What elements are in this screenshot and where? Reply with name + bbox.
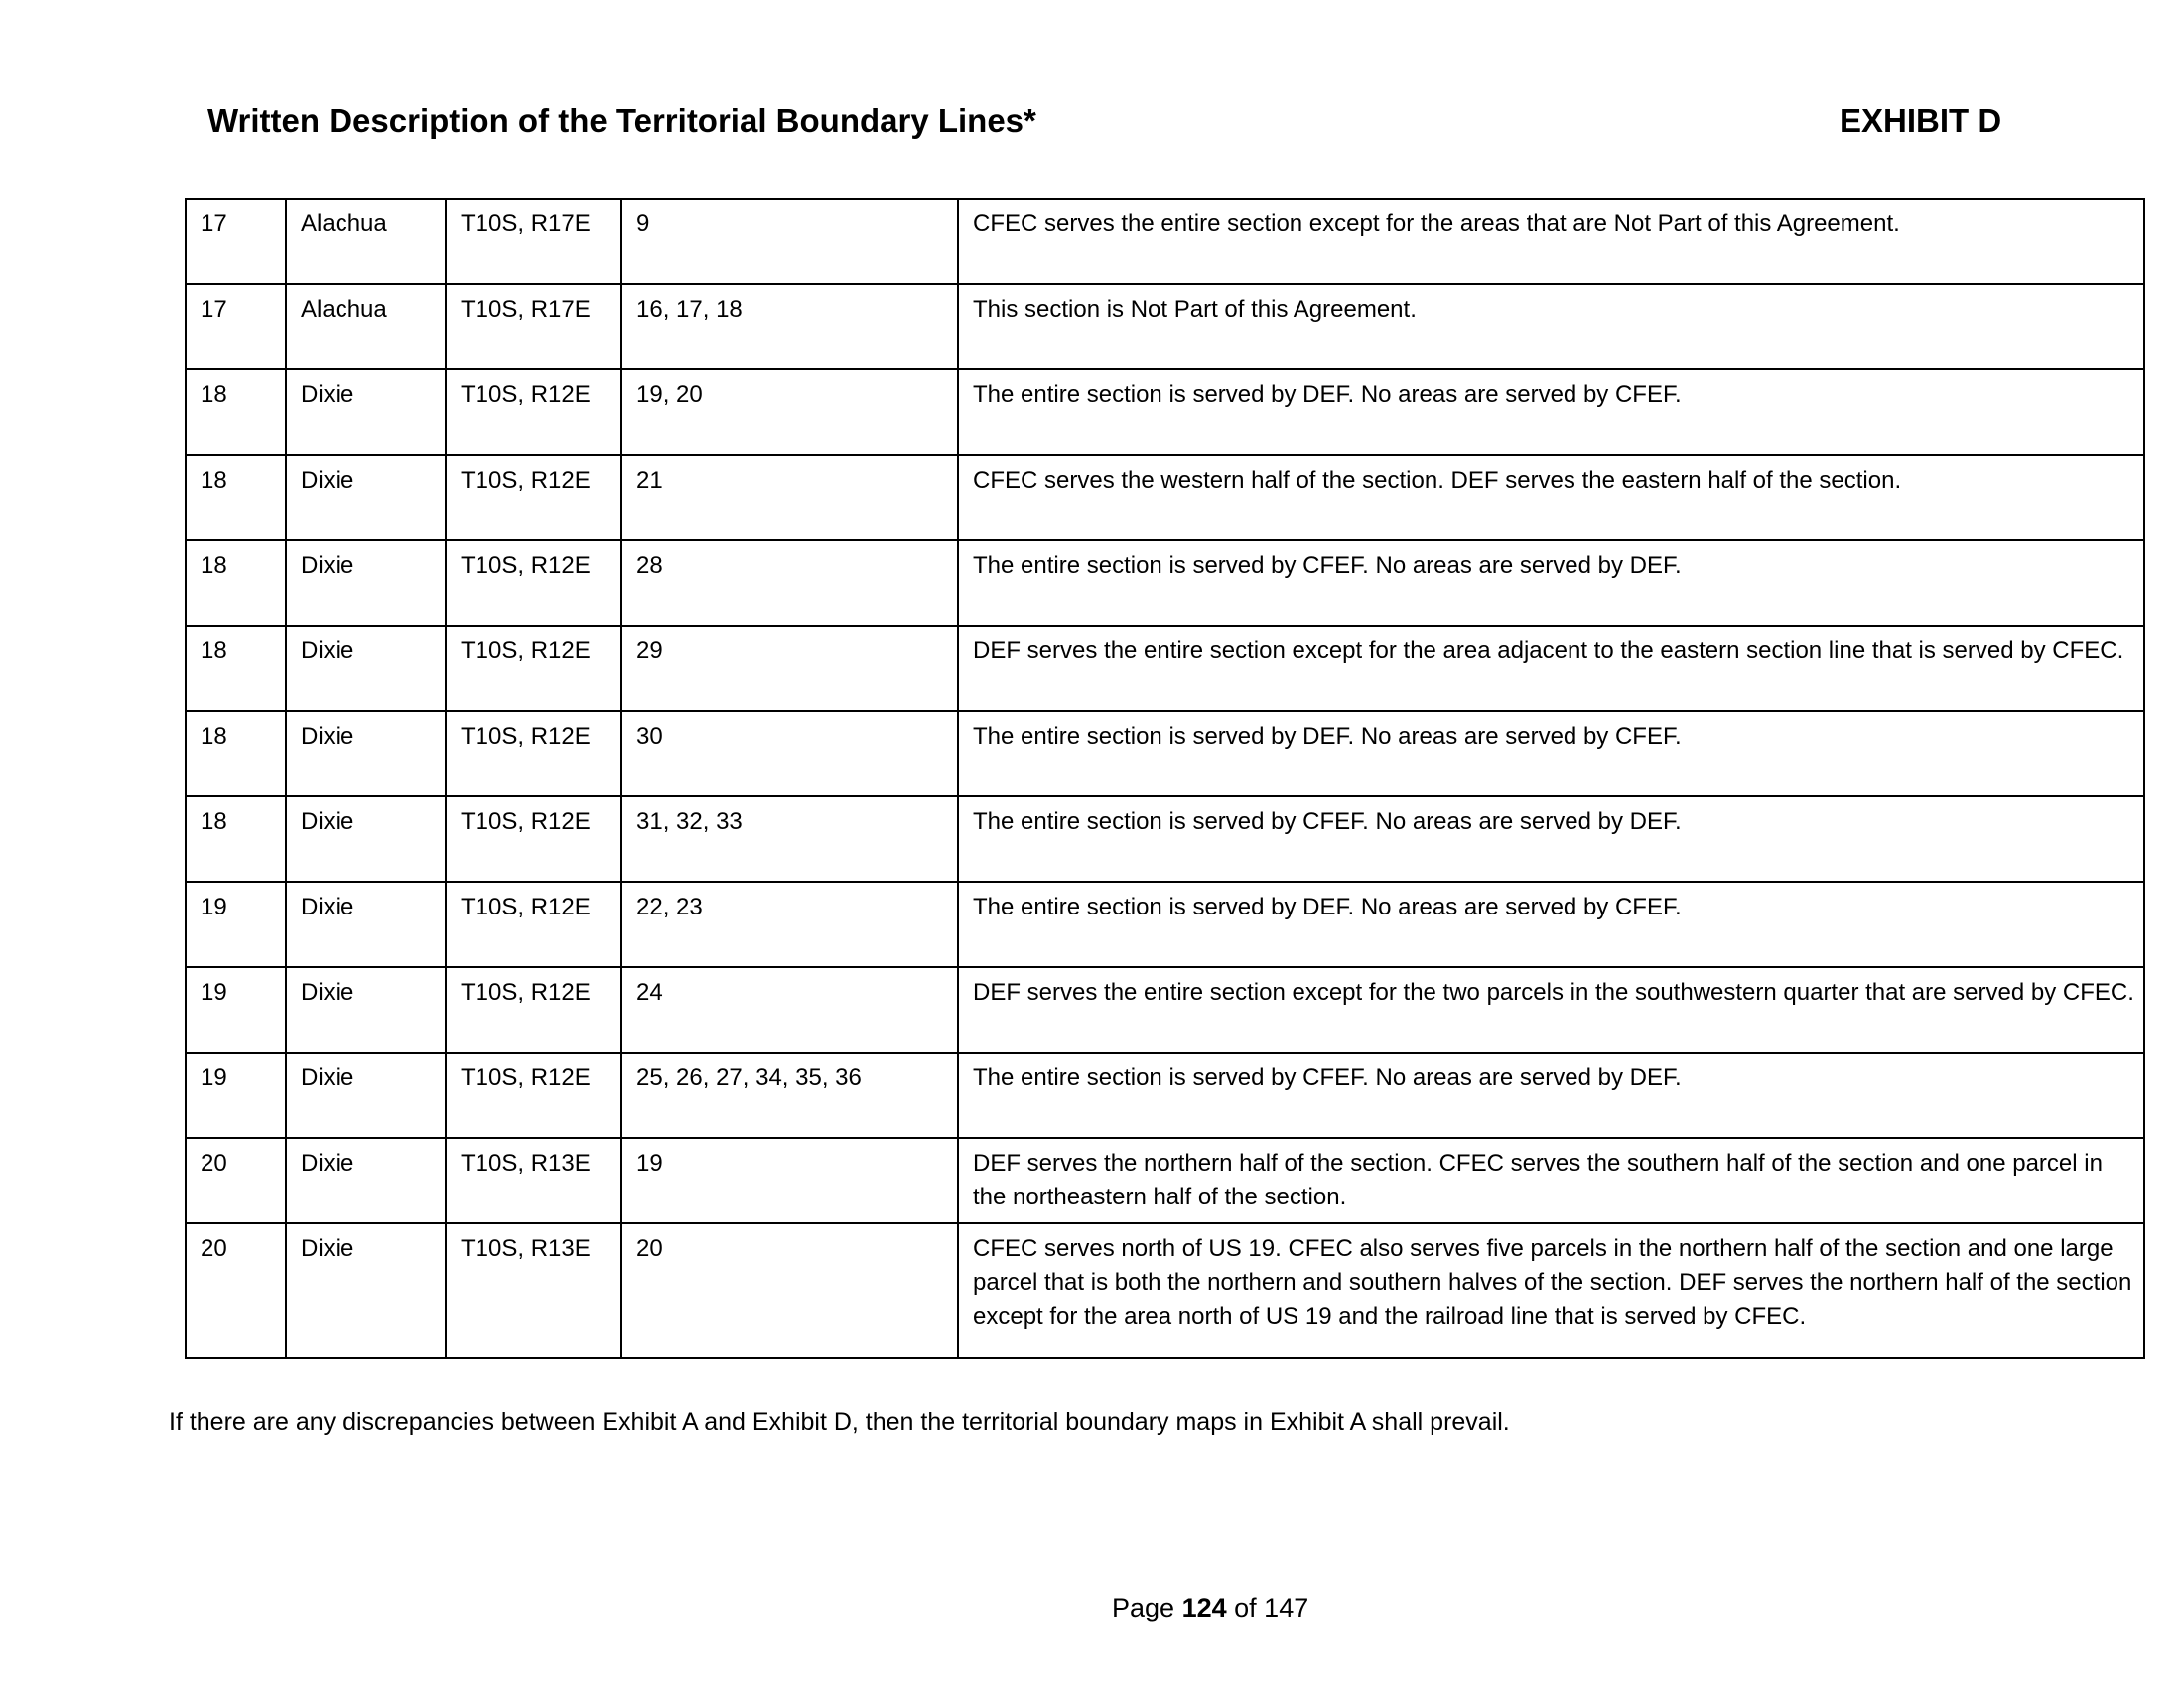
cell-township-range: T10S, R12E <box>446 626 621 711</box>
cell-map: 17 <box>186 284 286 369</box>
cell-description: The entire section is served by DEF. No areas are served by CFEF. <box>958 711 2144 796</box>
cell-township-range: T10S, R13E <box>446 1223 621 1358</box>
cell-county: Dixie <box>286 796 446 882</box>
cell-sections: 21 <box>621 455 958 540</box>
cell-description: DEF serves the entire section except for the two parcels in the southwestern quarter that are served by CFEC. <box>958 967 2144 1053</box>
document-title: Written Description of the Territorial Boundary Lines* <box>207 102 1036 139</box>
cell-sections: 31, 32, 33 <box>621 796 958 882</box>
table-row <box>186 967 2144 1053</box>
table-row <box>186 284 2144 369</box>
cell-description: The entire section is served by DEF. No areas are served by CFEF. <box>958 882 2144 967</box>
cell-description: CFEC serves the entire section except for the areas that are Not Part of this Agreement. <box>958 199 2144 284</box>
cell-map: 18 <box>186 540 286 626</box>
cell-description: The entire section is served by CFEF. No areas are served by DEF. <box>958 796 2144 882</box>
cell-map: 18 <box>186 369 286 455</box>
table-row <box>186 369 2144 455</box>
cell-map: 20 <box>186 1138 286 1223</box>
cell-township-range: T10S, R12E <box>446 882 621 967</box>
cell-county: Dixie <box>286 540 446 626</box>
cell-county: Dixie <box>286 369 446 455</box>
cell-description: This section is Not Part of this Agreement. <box>958 284 2144 369</box>
cell-county: Dixie <box>286 711 446 796</box>
cell-map: 19 <box>186 1053 286 1138</box>
table-row <box>186 1053 2144 1138</box>
table-row <box>186 882 2144 967</box>
discrepancy-footnote: If there are any discrepancies between Exhibit A and Exhibit D, then the territorial boundary maps in Exhibit A shall prevail. <box>169 1408 1510 1436</box>
cell-description: DEF serves the entire section except for the area adjacent to the eastern section line that is served by CFEC. <box>958 626 2144 711</box>
cell-county: Dixie <box>286 882 446 967</box>
cell-map: 19 <box>186 882 286 967</box>
cell-sections: 16, 17, 18 <box>621 284 958 369</box>
cell-description: CFEC serves the western half of the section. DEF serves the eastern half of the section. <box>958 455 2144 540</box>
cell-description: The entire section is served by CFEF. No areas are served by DEF. <box>958 1053 2144 1138</box>
boundary-table-body <box>186 199 2144 1358</box>
cell-township-range: T10S, R12E <box>446 796 621 882</box>
cell-county: Dixie <box>286 967 446 1053</box>
cell-township-range: T10S, R17E <box>446 284 621 369</box>
boundary-table <box>185 198 2145 1359</box>
cell-description: DEF serves the northern half of the section. CFEC serves the southern half of the section and one parcel in the northeastern half of the section. <box>958 1138 2144 1223</box>
cell-township-range: T10S, R17E <box>446 199 621 284</box>
cell-sections: 25, 26, 27, 34, 35, 36 <box>621 1053 958 1138</box>
cell-county: Dixie <box>286 1223 446 1358</box>
table-row <box>186 796 2144 882</box>
table-row <box>186 626 2144 711</box>
cell-county: Dixie <box>286 455 446 540</box>
cell-description: The entire section is served by CFEF. No areas are served by DEF. <box>958 540 2144 626</box>
cell-township-range: T10S, R12E <box>446 967 621 1053</box>
cell-sections: 22, 23 <box>621 882 958 967</box>
cell-township-range: T10S, R12E <box>446 455 621 540</box>
table-row <box>186 1138 2144 1223</box>
cell-map: 17 <box>186 199 286 284</box>
cell-township-range: T10S, R12E <box>446 711 621 796</box>
cell-description: CFEC serves north of US 19. CFEC also serves five parcels in the northern half of the section and one large parcel that is both the northern and southern halves of the section. DEF serves the northern half of the section except for the area north of US 19 and the railroad line that is served by CFEC. <box>958 1223 2144 1358</box>
cell-county: Dixie <box>286 626 446 711</box>
cell-sections: 9 <box>621 199 958 284</box>
cell-sections: 30 <box>621 711 958 796</box>
cell-map: 18 <box>186 711 286 796</box>
exhibit-label: EXHIBIT D <box>1840 102 2002 139</box>
cell-township-range: T10S, R13E <box>446 1138 621 1223</box>
cell-county: Dixie <box>286 1053 446 1138</box>
cell-sections: 19 <box>621 1138 958 1223</box>
cell-map: 18 <box>186 626 286 711</box>
table-row <box>186 199 2144 284</box>
cell-map: 18 <box>186 455 286 540</box>
table-row <box>186 1223 2144 1358</box>
table-row <box>186 455 2144 540</box>
cell-sections: 20 <box>621 1223 958 1358</box>
cell-township-range: T10S, R12E <box>446 540 621 626</box>
page-current: 124 <box>1181 1593 1227 1622</box>
cell-map: 20 <box>186 1223 286 1358</box>
cell-sections: 29 <box>621 626 958 711</box>
page-number <box>1112 1593 1308 1623</box>
cell-county: Alachua <box>286 199 446 284</box>
cell-sections: 24 <box>621 967 958 1053</box>
cell-description: The entire section is served by DEF. No areas are served by CFEF. <box>958 369 2144 455</box>
cell-township-range: T10S, R12E <box>446 369 621 455</box>
cell-county: Alachua <box>286 284 446 369</box>
page-total: of 147 <box>1234 1593 1309 1622</box>
page-prefix: Page <box>1112 1593 1175 1622</box>
cell-map: 19 <box>186 967 286 1053</box>
cell-county: Dixie <box>286 1138 446 1223</box>
cell-sections: 19, 20 <box>621 369 958 455</box>
cell-sections: 28 <box>621 540 958 626</box>
cell-map: 18 <box>186 796 286 882</box>
cell-township-range: T10S, R12E <box>446 1053 621 1138</box>
table-row <box>186 540 2144 626</box>
table-row <box>186 711 2144 796</box>
